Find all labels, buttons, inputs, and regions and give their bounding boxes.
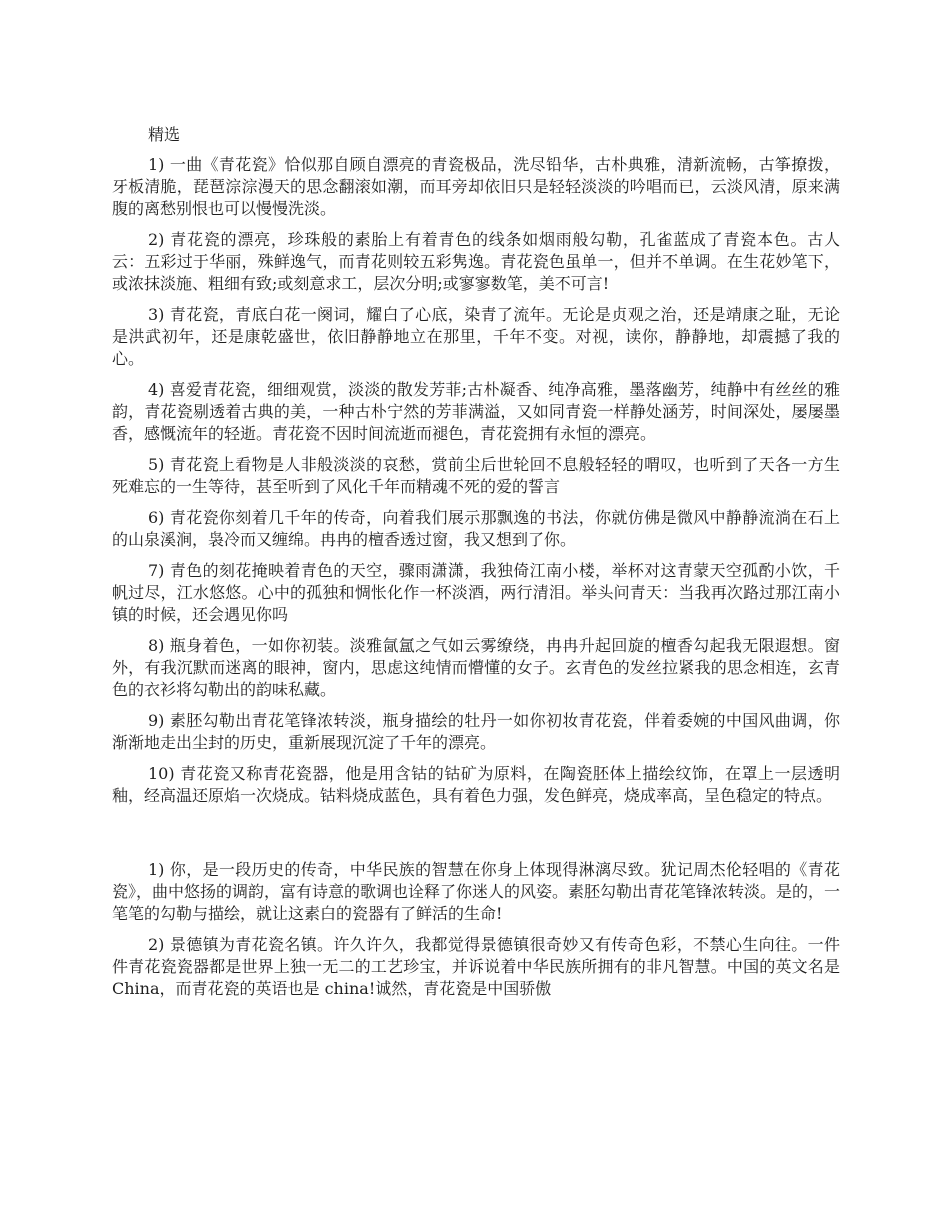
paragraph: 8) 瓶身着色，一如你初装。淡雅氤氲之气如云雾缭绕，冉冉升起回旋的檀香勾起我无限遐想。窗外，有我沉默而迷离的眼神，窗内，思虑这纯情而懵懂的女子。玄青色的发丝拉紧我的思念相连，玄青色的衣衫将勾勒出的韵味私藏。 xyxy=(112,636,840,699)
document-page xyxy=(112,124,840,1009)
paragraph: 3) 青花瓷，青底白花一阕词，耀白了心底，染青了流年。无论是贞观之治，还是靖康之耻，无论是洪武初年，还是康乾盛世，依旧静静地立在那里，千年不变。对视，读你，静静地，却震撼了我的心。 xyxy=(112,305,840,368)
paragraph: 2) 景德镇为青花瓷名镇。许久许久，我都觉得景德镇很奇妙又有传奇色彩，不禁心生向往。一件件青花瓷瓷器都是世界上独一无二的工艺珍宝，并诉说着中华民族所拥有的非凡智慧。中国的英文名是 China，而青花瓷的英语也是 china!诚然，青花瓷是中国骄傲 xyxy=(112,935,840,998)
section-gap xyxy=(112,816,840,859)
paragraph: 5) 青花瓷上看物是人非般淡淡的哀愁，赏前尘后世轮回不息般轻轻的喟叹，也听到了天各一方生死难忘的一生等待，甚至听到了风化千年而精魂不死的爱的誓言 xyxy=(112,455,840,496)
document-heading: 精选 xyxy=(148,125,181,144)
section-2 xyxy=(112,859,840,1000)
paragraph: 6) 青花瓷你刻着几千年的传奇，向着我们展示那飘逸的书法，你就仿佛是微风中静静流淌在石上的山泉溪涧，袅冷而又缠绵。冉冉的檀香透过窗，我又想到了你。 xyxy=(112,508,840,549)
paragraph: 2) 青花瓷的漂亮，珍珠般的素胎上有着青色的线条如烟雨般勾勒，孔雀蓝成了青瓷本色。古人云：五彩过于华丽，殊鲜逸气，而青花则较五彩隽逸。青花瓷色虽单一，但并不单调。在生花妙笔下，或浓抹淡施、粗细有致;或刻意求工，层次分明;或寥寥数笔，美不可言! xyxy=(112,230,840,293)
paragraph: 7) 青色的刻花掩映着青色的天空，骤雨潇潇，我独倚江南小楼，举杯对这青蒙天空孤酌小饮，千帆过尽，江水悠悠。心中的孤独和惆怅化作一杯淡酒，两行清泪。举头问青天：当我再次路过那江南小镇的时候，还会遇见你吗 xyxy=(112,561,840,624)
section-1 xyxy=(112,154,840,807)
paragraph: 1) 一曲《青花瓷》恰似那自顾自漂亮的青瓷极品，洗尽铅华，古朴典雅，清新流畅，古筝撩拨，牙板清脆，琵琶淙淙漫天的思念翻滚如潮，而耳旁却依旧只是轻轻淡淡的吟唱而已，云淡风清，原来满腹的离愁别恨也可以慢慢洗淡。 xyxy=(112,155,840,218)
paragraph: 1) 你，是一段历史的传奇，中华民族的智慧在你身上体现得淋漓尽致。犹记周杰伦轻唱的《青花瓷》，曲中悠扬的调韵，富有诗意的歌调也诠释了你迷人的风姿。素胚勾勒出青花笔锋浓转淡。是的，一笔笔的勾勒与描绘，就让这素白的瓷器有了鲜活的生命! xyxy=(112,860,841,923)
paragraph: 9) 素胚勾勒出青花笔锋浓转淡，瓶身描绘的牡丹一如你初妆青花瓷，伴着委婉的中国风曲调，你渐渐地走出尘封的历史，重新展现沉淀了千年的漂亮。 xyxy=(112,711,840,752)
paragraph: 4) 喜爱青花瓷，细细观赏，淡淡的散发芳菲;古朴凝香、纯净高雅，墨落幽芳，纯静中有丝丝的雅韵，青花瓷剔透着古典的美，一种古朴宁然的芳菲满溢，又如同青瓷一样静处涵芳，时间深处，屡屡墨香，感慨流年的轻逝。青花瓷不因时间流逝而褪色，青花瓷拥有永恒的漂亮。 xyxy=(112,380,840,443)
paragraph: 10) 青花瓷又称青花瓷器，他是用含钴的钴矿为原料，在陶瓷胚体上描绘纹饰，在罩上一层透明釉，经高温还原焰一次烧成。钴料烧成蓝色，具有着色力强，发色鲜亮，烧成率高，呈色稳定的特点。 xyxy=(112,764,840,805)
